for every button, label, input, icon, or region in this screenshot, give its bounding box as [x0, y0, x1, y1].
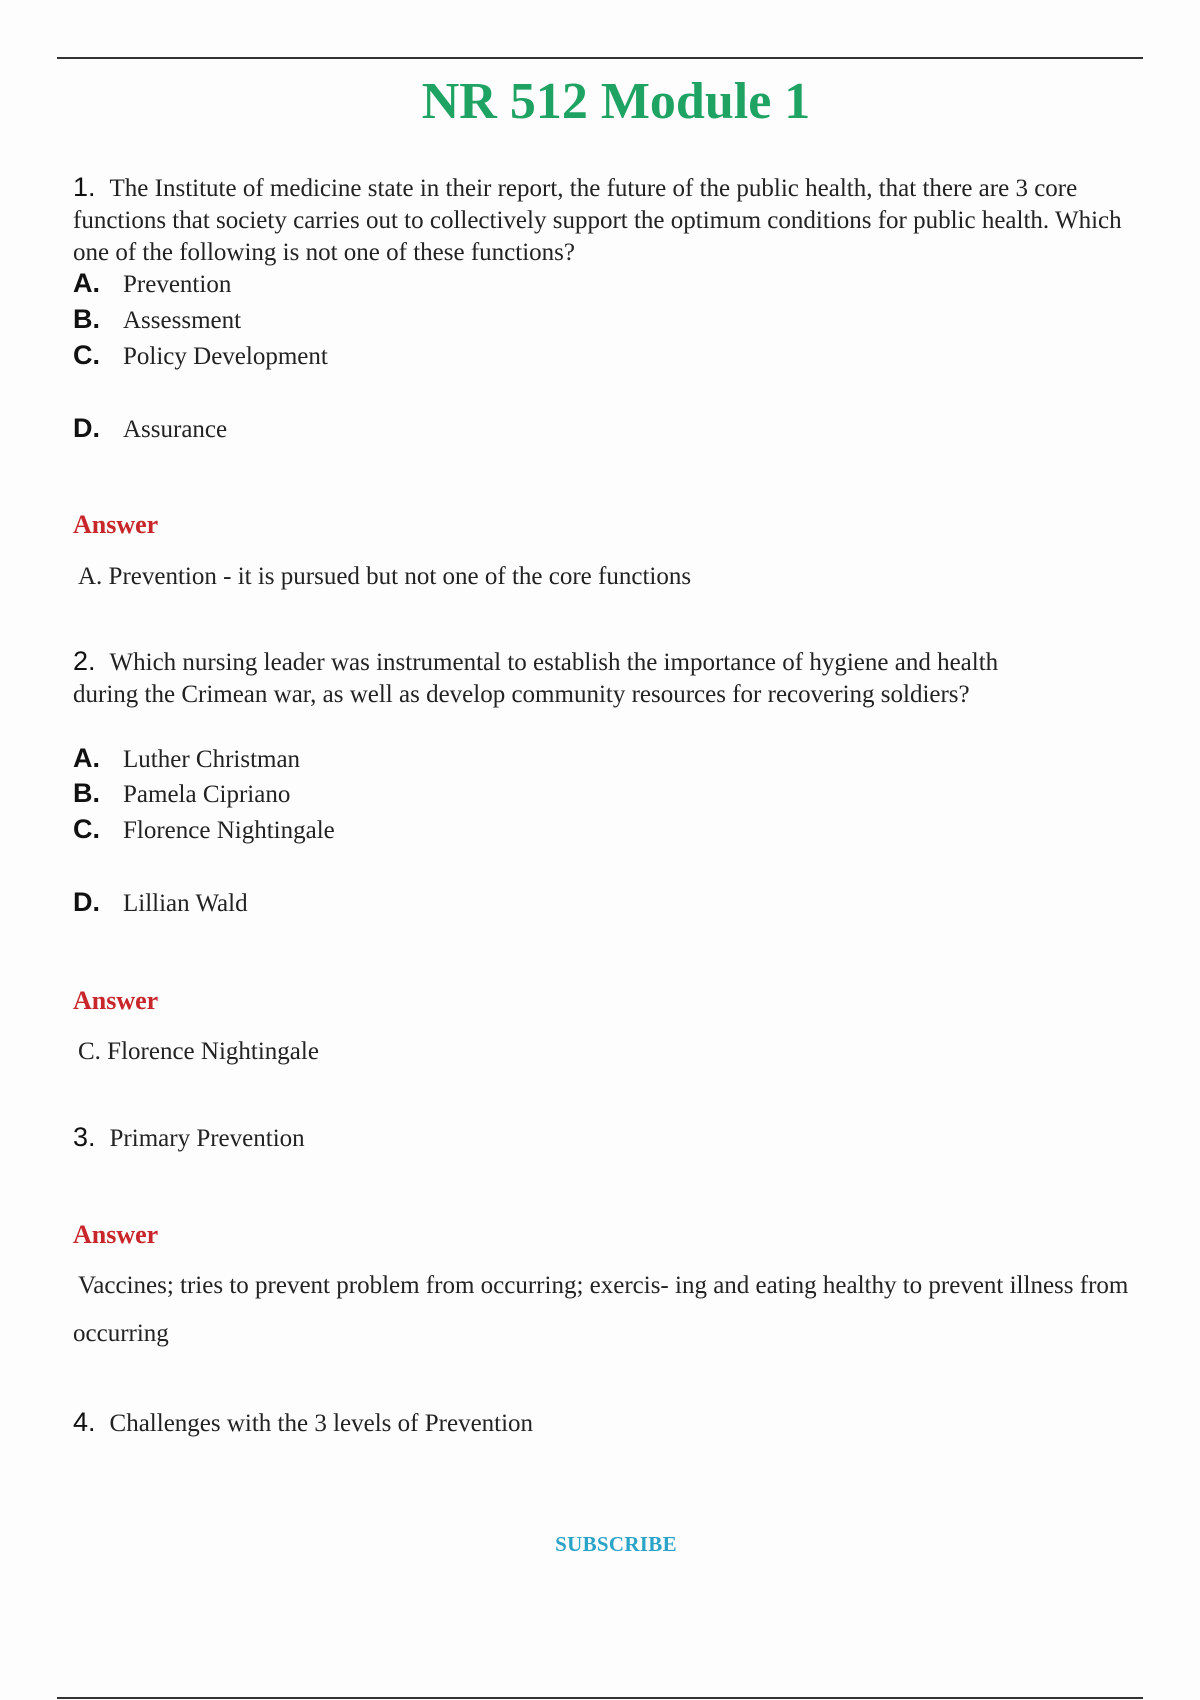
- option-letter: C.: [73, 814, 100, 844]
- answer-label-1: Answer: [73, 510, 159, 539]
- question-text: Primary Prevention: [109, 1125, 305, 1152]
- question-text: Which nursing leader was instrumental to establish the importance of hygiene and health during the Crimean war, as well as develop community resources for recovering soldiers?: [73, 649, 999, 708]
- question-3: [73, 1121, 1063, 1155]
- top-divider: [57, 57, 1143, 59]
- option-text: Pamela Cipriano: [123, 781, 291, 808]
- q2-option-d: [73, 886, 248, 920]
- option-text: Prevention: [123, 271, 232, 298]
- question-1: [73, 171, 1143, 269]
- q2-option-a: [73, 742, 300, 776]
- option-letter: B.: [73, 778, 100, 808]
- option-letter: D.: [73, 887, 100, 917]
- option-text: Policy Development: [123, 343, 328, 370]
- option-text: Assessment: [123, 307, 242, 334]
- option-text: Assurance: [123, 416, 228, 443]
- answer-text-1: A. Prevention - it is pursued but not one of the core functions: [78, 563, 692, 590]
- q1-option-c: [73, 339, 328, 373]
- q2-option-b: [73, 777, 290, 811]
- option-text: Luther Christman: [123, 746, 301, 773]
- option-letter: C.: [73, 340, 100, 370]
- option-letter: A.: [73, 743, 100, 773]
- question-number: 2.: [73, 646, 96, 676]
- question-number: 1.: [73, 172, 96, 202]
- answer-label-2: Answer: [73, 986, 159, 1015]
- q2-option-c: [73, 813, 335, 847]
- question-number: 4.: [73, 1407, 96, 1437]
- question-text: Challenges with the 3 levels of Prevention: [109, 1410, 534, 1437]
- q1-option-a: [73, 267, 231, 301]
- option-letter: D.: [73, 413, 100, 443]
- option-letter: B.: [73, 304, 100, 334]
- option-text: Lillian Wald: [123, 890, 248, 917]
- answer-text-2: C. Florence Nightingale: [78, 1038, 319, 1065]
- option-letter: A.: [73, 268, 100, 298]
- question-2: [73, 645, 1063, 711]
- question-text: The Institute of medicine state in their report, the future of the public health, that there are 3 core functions that society carries out to collectively support the optimum conditions for public health. Which one of the following is not one of these functions?: [73, 175, 1122, 266]
- question-4: [73, 1406, 1063, 1440]
- q1-option-b: [73, 303, 241, 337]
- bottom-divider: [57, 1697, 1143, 1699]
- page-title: NR 512 Module 1: [421, 73, 811, 130]
- option-text: Florence Nightingale: [123, 817, 335, 844]
- question-number: 3.: [73, 1122, 96, 1152]
- subscribe-link[interactable]: SUBSCRIBE: [555, 1532, 677, 1556]
- answer-text-3: Vaccines; tries to prevent problem from occurring; exercis- ing and eating healthy to prevent illness from occurring: [73, 1272, 1129, 1347]
- q1-option-d: [73, 412, 227, 446]
- answer-label-3: Answer: [73, 1220, 159, 1249]
